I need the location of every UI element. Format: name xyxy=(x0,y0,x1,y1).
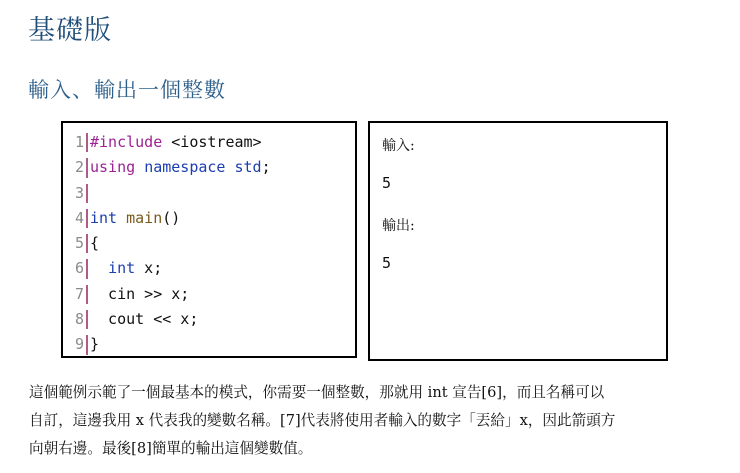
code-line xyxy=(63,282,355,307)
output-value: 5 xyxy=(382,254,392,272)
code-token xyxy=(117,209,126,227)
code-token: int xyxy=(90,208,118,227)
paragraph-line: 自訂，這邊我用 x 代表我的變數名稱。[7]代表將使用者輸入的數字「丟給」x，因此箭頭方 xyxy=(29,412,616,429)
gutter-divider xyxy=(84,130,90,155)
gutter-divider xyxy=(84,332,90,357)
code-token: x; xyxy=(135,259,163,278)
code-text xyxy=(90,256,162,281)
gutter-divider xyxy=(84,307,90,332)
output-label: 輸出: xyxy=(382,218,415,234)
code-line xyxy=(63,231,355,256)
code-line xyxy=(63,130,355,155)
code-token: { xyxy=(90,234,100,253)
paragraph-line: 這個範例示範了一個最基本的模式，你需要一個整數，那就用 int 宣告[6]，而且名稱可以 xyxy=(29,384,605,401)
code-token: main xyxy=(126,208,163,227)
line-number: 8 xyxy=(74,310,84,329)
input-label: 輸入: xyxy=(382,138,415,154)
code-text xyxy=(90,206,180,231)
code-token xyxy=(225,158,234,176)
line-number: 9 xyxy=(74,335,84,354)
code-text xyxy=(90,332,99,357)
explanation-paragraph xyxy=(29,379,719,463)
code-text xyxy=(90,231,99,256)
gutter-divider xyxy=(84,231,90,256)
gutter-divider xyxy=(84,256,90,281)
gutter-divider xyxy=(84,181,90,206)
code-block xyxy=(61,121,357,358)
line-number: 6 xyxy=(74,259,84,278)
code-line xyxy=(63,256,355,281)
line-number: 2 xyxy=(74,158,84,177)
code-token: } xyxy=(90,335,100,354)
code-line xyxy=(63,155,355,180)
code-line xyxy=(63,181,355,206)
line-number: 4 xyxy=(74,208,84,227)
line-number: 5 xyxy=(74,234,84,253)
code-token: namespace xyxy=(144,158,226,177)
code-line xyxy=(63,206,355,231)
line-number: 7 xyxy=(74,284,84,303)
paragraph-line: 向朝右邊。最後[8]簡單的輸出這個變數值。 xyxy=(29,440,313,457)
code-token xyxy=(135,158,144,176)
code-line xyxy=(63,307,355,332)
gutter-divider xyxy=(84,206,90,231)
code-token: using xyxy=(90,158,136,177)
code-token: std xyxy=(234,158,262,177)
code-token: #include xyxy=(90,133,163,151)
code-token: <iostream> xyxy=(162,133,262,151)
gutter-divider xyxy=(84,155,90,180)
code-text xyxy=(90,282,189,307)
section-heading: 輸入、輸出一個整數 xyxy=(28,78,226,102)
io-panel xyxy=(368,121,668,361)
code-text xyxy=(90,155,271,180)
code-token: () xyxy=(162,208,181,227)
code-text xyxy=(90,130,262,155)
code-token: cout << x; xyxy=(90,310,199,329)
line-number: 3 xyxy=(74,183,84,202)
page-title: 基礎版 xyxy=(28,15,112,46)
code-token: cin >> x; xyxy=(90,284,190,303)
input-value: 5 xyxy=(382,174,392,192)
code-line xyxy=(63,332,355,357)
line-number: 1 xyxy=(74,133,84,151)
code-token: int xyxy=(108,259,136,278)
code-token: ; xyxy=(261,158,271,177)
code-text xyxy=(90,307,198,332)
gutter-divider xyxy=(84,282,90,307)
code-token xyxy=(90,259,108,277)
